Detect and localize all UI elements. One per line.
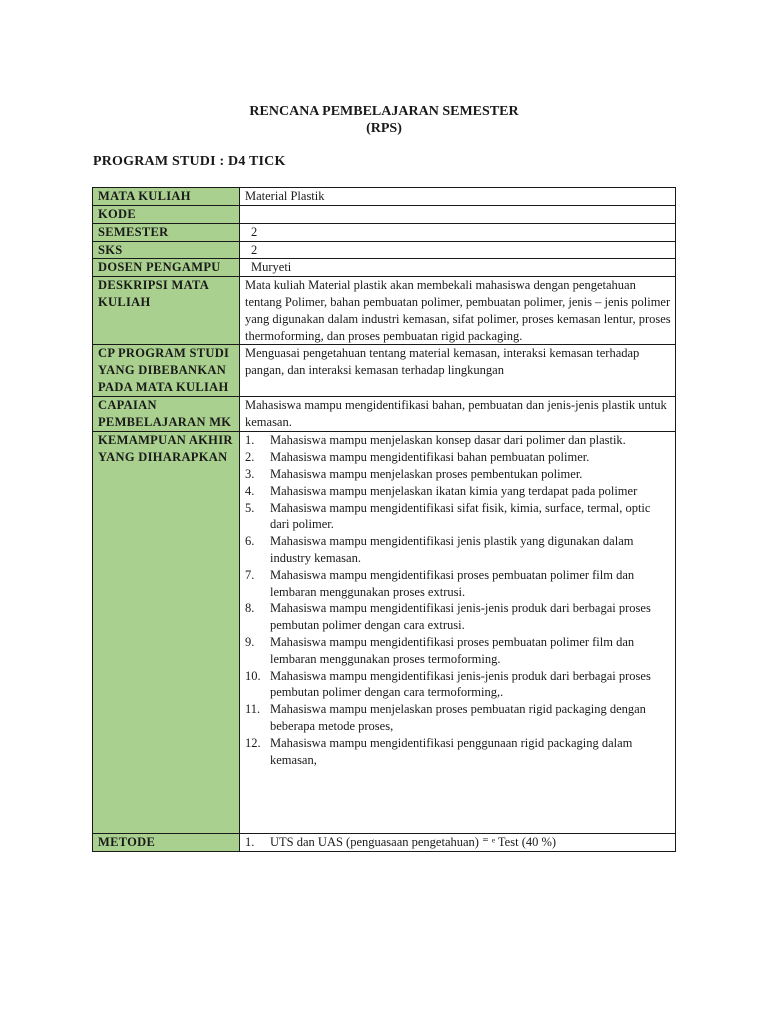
kemampuan-item-text: Mahasiswa mampu menjelaskan ikatan kimia yang terdapat pada polimer: [270, 483, 638, 498]
kemampuan-item-text: Mahasiswa mampu mengidentifikasi jenis-jenis produk dari berbagai proses pembutan polimer dengan cara termoforming,.: [270, 668, 651, 700]
label-semester: SEMESTER: [93, 223, 240, 241]
row-capaian: [93, 396, 676, 432]
kemampuan-item-number: 8.: [245, 601, 255, 616]
row-kode: [93, 205, 676, 223]
row-deskripsi: [93, 277, 676, 345]
kemampuan-item: [245, 449, 671, 466]
kemampuan-item: [245, 600, 671, 634]
label-mata-kuliah: MATA KULIAH: [93, 188, 240, 206]
row-metode: [93, 834, 676, 852]
row-kemampuan: [93, 432, 676, 834]
kemampuan-item-text: Mahasiswa mampu mengidentifikasi proses pembuatan polimer film dan lembaran menggunakan proses termoforming.: [270, 634, 635, 666]
row-cp-program: [93, 345, 676, 396]
kemampuan-item: [245, 567, 671, 601]
row-dosen: [93, 259, 676, 277]
document-subtitle: (RPS): [366, 121, 402, 136]
kemampuan-item: [245, 483, 671, 500]
value-kemampuan: [240, 432, 676, 834]
kemampuan-item-number: 10.: [245, 668, 261, 683]
program-studi-heading: PROGRAM STUDI : D4 TICK: [93, 154, 286, 169]
kemampuan-item: [245, 668, 671, 702]
kemampuan-list: [245, 432, 671, 768]
kemampuan-item-text: Mahasiswa mampu menjelaskan proses pembentukan polimer.: [270, 466, 583, 481]
label-kemampuan: KEMAMPUAN AKHIR YANG DIHARAPKAN: [93, 432, 240, 834]
kemampuan-item-number: 2.: [245, 450, 255, 465]
rps-table: [92, 187, 676, 852]
kemampuan-item-text: Mahasiswa mampu mengidentifikasi sifat fisik, kimia, surface, termal, optic dari polimer.: [270, 500, 651, 532]
value-sks: 2: [240, 241, 676, 259]
document-title: RENCANA PEMBELAJARAN SEMESTER: [249, 104, 519, 119]
kemampuan-item: [245, 701, 671, 735]
kemampuan-item: [245, 735, 671, 769]
kemampuan-item-number: 3.: [245, 466, 255, 481]
kemampuan-item-text: Mahasiswa mampu mengidentifikasi bahan pembuatan polimer.: [270, 450, 590, 465]
value-deskripsi: Mata kuliah Material plastik akan membekali mahasiswa dengan pengetahuan tentang Polimer, bahan pembuatan polimer, pembuatan polimer, jenis – jenis polimer yang digunakan dalam industri kemasan, sifat polimer, proses kemasan lentur, proses thermoforming, dan proses pembuatan rigid packaging.: [240, 277, 676, 345]
kemampuan-item-number: 1.: [245, 433, 255, 448]
kemampuan-item-number: 12.: [245, 735, 261, 750]
kemampuan-item: [245, 466, 671, 483]
kemampuan-item-number: 7.: [245, 567, 255, 582]
kemampuan-item: [245, 634, 671, 668]
kemampuan-item-number: 9.: [245, 634, 255, 649]
kemampuan-item: [245, 432, 671, 449]
metode-item-text: UTS dan UAS (penguasaan pengetahuan) ⁼ ᵉ Test (40 %): [270, 835, 557, 850]
value-kode: [240, 205, 676, 223]
kemampuan-item-number: 11.: [245, 702, 261, 717]
kemampuan-item-number: 5.: [245, 500, 255, 515]
label-dosen-pengampu: DOSEN PENGAMPU: [93, 259, 240, 277]
kemampuan-item-text: Mahasiswa mampu menjelaskan konsep dasar dari polimer dan plastik.: [270, 433, 626, 448]
label-deskripsi: DESKRIPSI MATA KULIAH: [93, 277, 240, 345]
value-dosen-pengampu: Muryeti: [240, 259, 676, 277]
kemampuan-item-number: 6.: [245, 534, 255, 549]
value-mata-kuliah: Material Plastik: [240, 188, 676, 206]
label-capaian: CAPAIAN PEMBELAJARAN MK: [93, 396, 240, 432]
label-cp-program: CP PROGRAM STUDI YANG DIBEBANKAN PADA MATA KULIAH: [93, 345, 240, 396]
row-semester: [93, 223, 676, 241]
kemampuan-item-text: Mahasiswa mampu mengidentifikasi penggunaan rigid packaging dalam kemasan,: [270, 735, 633, 767]
kemampuan-item-number: 4.: [245, 483, 255, 498]
kemampuan-item-text: Mahasiswa mampu mengidentifikasi jenis plastik yang digunakan dalam industry kemasan.: [270, 534, 634, 565]
kemampuan-item: [245, 533, 671, 567]
value-cp-program: Menguasai pengetahuan tentang material kemasan, interaksi kemasan terhadap pangan, dan interaksi kemasan terhadap lingkungan: [240, 345, 676, 396]
kemampuan-item-text: Mahasiswa mampu mengidentifikasi proses pembuatan polimer film dan lembaran menggunakan proses extrusi.: [270, 567, 635, 599]
label-sks: SKS: [93, 241, 240, 259]
label-kode: KODE: [93, 205, 240, 223]
label-metode: METODE: [93, 834, 240, 852]
value-semester: 2: [240, 223, 676, 241]
kemampuan-item-text: Mahasiswa mampu mengidentifikasi jenis-jenis produk dari berbagai proses pembutan polimer dengan cara extrusi.: [270, 601, 651, 633]
row-sks: [93, 241, 676, 259]
metode-item-number: 1.: [245, 835, 255, 850]
kemampuan-item-text: Mahasiswa mampu menjelaskan proses pembuatan rigid packaging dengan beberapa metode proses,: [270, 702, 646, 733]
value-metode: [240, 834, 676, 852]
value-capaian: Mahasiswa mampu mengidentifikasi bahan, pembuatan dan jenis-jenis plastik untuk kemasan.: [240, 396, 676, 432]
row-mata-kuliah: [93, 188, 676, 206]
kemampuan-item: [245, 500, 671, 534]
